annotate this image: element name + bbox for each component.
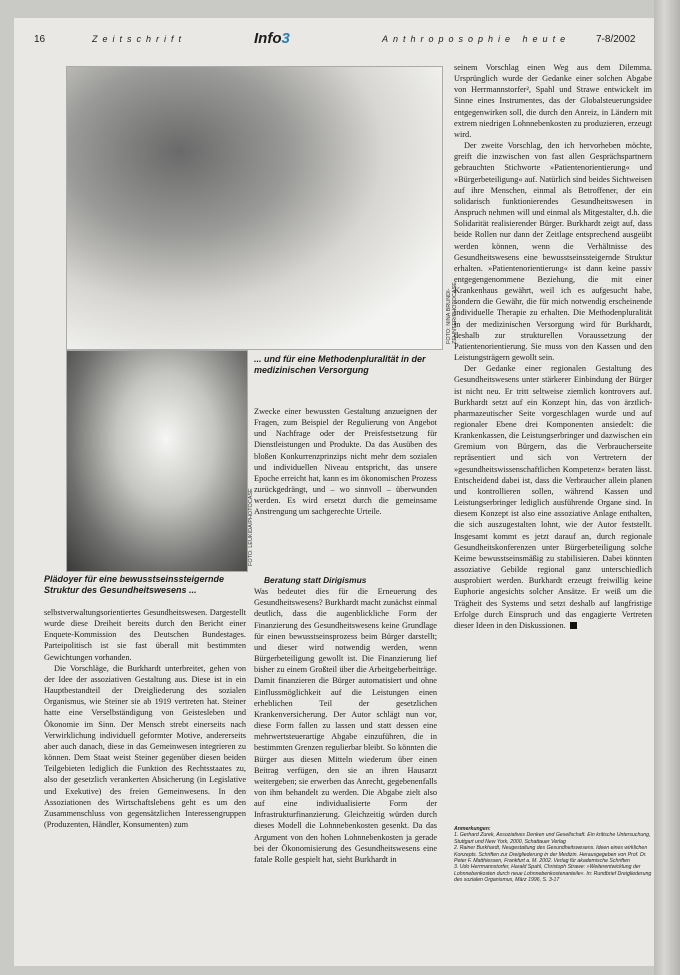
paragraph-text: Der Gedanke einer regionalen Gestaltung des Gesundheitswesens unter stärkerer Einbindung der Bürger ist nicht neu. Er tritt seltweise ziemlich kontrovers auf. Burkhardt setzt auf ein Konzept hin, das von ärztlich-pharmazeutischer Seite vorgeschlagen wurde und auf regionaler Ebene drei Komponenten ansiedelt: die Krankenkassen, die Leistungserbringer und dazwischen ein Gremium von Bürgern, das die Verbraucherseite repräsentiert und sich von Vertretern der »gesundheitswissenschaftlichen Kompetenz« beraten lässt. Entscheidend dabei ist, dass die Verbraucher allein planen und kontrollieren sollen, während Kassen und Leistungserbringer lediglich ausführende Organe sind. In diesem Konzept ist also eine assoziative Anlage enthalten, die sich auszugestalten lohnt, wie der Autor feststellt. Insgesamt kommt es jetzt darauf an, durch regionale Gesundheitskonferenzen unter Bürgerbeteiligung solche Keime bewusstseinsmäßig zu stabilisieren. Dabei könnten assoziative Gebilde regional ganz unterschiedlich ausprobiert werden. Burkhardt erzeugt freiwillig keine Euphorie angesichts solcher Ansätze. Er weiß um die Trägheit des Systems und setzt deshalb auf langfristige Erfolge durch Einspruch und das engagierte Vertreten dieser Ideen in den Diskussionen.: [454, 364, 652, 630]
footnote-item: 3. Udo Herrmannstorfer, Harald Spahl, Christoph Strawe: »Weiterentwicklung der Lohnnebenkosten durch neue Lohnnebenkostenanteile«. In: Rundbrief Dreigliederung des sozialen Organismus, März 1996, S. 3-17: [454, 864, 652, 884]
page-number: 16: [34, 34, 46, 45]
pull-quote-caption: ... und für eine Methodenpluralität in der medizinischen Versorgung: [254, 354, 426, 375]
paragraph: seinem Vorschlag einen Weg aus dem Dilemma. Ursprünglich wurde der Gedanke einer solchen Abgabe von Herrmannstorfer², Spahl und Strawe entwickelt im Sinne eines Instrumentes, das der Globalsteuerungsidee entgegenwirken soll, die durch den Anreiz, in Ländern mit extrem niedrigen Lohnnebenkosten zu produzieren, erzeugt wird.: [454, 63, 652, 139]
running-header: [14, 32, 654, 52]
paragraph: Was bedeutet dies für die Erneuerung des Gesundheitswesens? Burkhardt macht zunächst einmal deutlich, dass die augenblickliche Form der Finanzierung des Gesundheitswesens keine Grundlage für einen bewusstseinsprozess beim Bürger darstellt; und dieser wird notwendig werden, wenn Bürgerbeteiligung gewollt ist. Die Finanzierung lief bisher zu einem Großteil über die Arbeitgeberbeiträge. Damit finanzieren die Bürger automatisiert und ohne Einflussmöglichkeit auf die Leistungen einen erheblichen Teil der gesetzlichen Krankenversicherung. Der Autor schlägt nun vor, diese Form fallen zu lassen und statt dessen eine mehrwertsteuerartige Abgabe einzuführen, die in bestimmten Grenzen regulierbar bleibt. So könnten die Bürger aus diesen Mitteln wiederum über einen Beitrag verfügen, den sie an ihren Hausarzt weitergeben; sie erwerben das Anrecht, gegebenenfalls von ihm behandelt zu werden. Die Abgabe zielt also auf eine individualisierte Form der Infrastrukturfinanzierung. Gleichzeitig würden durch dieses Modell die Lohnnebenkosten gesenkt. Da das Argument von den hohen Lohnnebenkosten ja gerade bei der Ökonomisierung des Gesundheitswesens eine fatale Rolle gespielt hat, sieht Burkhardt in: [254, 587, 437, 864]
journal-page: [14, 18, 654, 966]
journal-label: Zeitschrift: [92, 34, 187, 44]
series-label: Anthroposophie heute: [382, 34, 571, 44]
paragraph: [454, 363, 652, 631]
paragraph: Der zweite Vorschlag, den ich hervorheben möchte, greift die inzwischen von fast allen Gesprächspartnern gebrauchten Stichworte »Patientenorientierung« und »Bürgerbeteiligung« auf. Natürlich sind beides Sichtweisen auf ihre Menschen, einmal als Betroffener, der ein solidarisch funktionierendes Gesundheitswesen in Anspruch nehmen will und einmal als Mitgestalter, d.h. die Solidarität realisierender Bürger. Burkhardt zeigt auf, dass beide Rollen nur dann der Zeitlage entsprechend ausgeübt werden können, wenn die Verhältnisse des Gesundheitswesens eine bewusstseinssteigernde Struktur erhalten. »Patientenorientierung« ist dann keine passiv entgegengenommene Beziehung, die mit einer Krankenhaus gewährt, weil ich es aufgesucht habe, sondern die Gewähr, die für mich notwendig erscheinende individuelle Therapie zu erhalten. Die Methodenpluralität in der medizinischen Versorgung wird für Burkhardt, deshalb zur strukturellen Voraussetzung der Patientenorientierung. Sie muss von den Kassen und den Leistungsträgern gewollt sein.: [454, 141, 652, 363]
paragraph: Die Vorschläge, die Burkhardt unterbreitet, gehen von der Idee der assoziativen Gestaltung aus. Diese ist in ein Hauptbestandteil der Dreigliederung des sozialen Organismus, wie Steiner sie ab 1919 vertreten hat. Steiner hatte eine Verselbständigung von Geistesleben und Ökonomie im Sinn. Der Mensch strebt einerseits nach Verwirklichung individuell geformter Motive, andererseits aber auch danach, diese in das Gemeinwesen integrieren zu können. Dem Staat weist Steiner gegenüber diesen beiden Teilgebieten lediglich die Funktion des Rechtsstaates zu, also der gesetzlich verankerten Absicherung (in Legislative und Exekutive) des freien Gemeinwesens. In den Assoziationen des Wirtschaftslebens geht es um den Zusammenschluss von gegensätzlichen Interessengruppen (Produzenten, Händler, Konsumenten) zum: [44, 663, 246, 829]
footnotes-heading: Anmerkungen:: [454, 826, 491, 832]
photo-elderly-person: [66, 350, 248, 572]
end-mark-icon: [570, 622, 577, 629]
next-page-edge: [654, 0, 680, 975]
photo2-credit: FOTO: LEUKIDA/PHOTOCASE: [248, 488, 254, 566]
issue-number: 7-8/2002: [596, 34, 636, 45]
photo1-credit: FOTO: NINA BRUNDI-ZEHNTER/PHOTOCASE: [446, 282, 458, 344]
logo-word: Info: [254, 30, 282, 47]
info3-logo: [254, 30, 290, 47]
footnote-item: 2. Rainer Burkhardt, Neugestaltung des Gesundheitswesens. Ideen eines wirklichen Konzepts. Schriften zur Dreigliederung in der Medizin. Herausgegeben von Prof. Dr. Peter F. Matthiessen, Frankfurt a. M. 2002. Verlag für akademische Schriften: [454, 845, 648, 865]
footnote-item: 1. Gerhard Zurek, Assoziatives Denken und Gesellschaft. Ein kritische Untersuchung, Stuttgart und New York, 2000, Schattauer Verlag: [454, 832, 651, 845]
middle-column-top: [254, 406, 437, 569]
logo-digit: 3: [281, 30, 290, 47]
left-caption: Plädoyer für eine bewusstseinssteigernde Struktur des Gesundheitswesens ...: [44, 574, 225, 595]
subheading: Beratung statt Dirigismus: [264, 575, 367, 585]
right-column: [454, 62, 652, 822]
paragraph: selbstverwaltungsorientiertes Gesundheitswesen. Dargestellt wurde diese Dreiheit bereits durch den Bericht einer Enquete-Kommission des Deutschen Bundestages. Parteipolitisch ist sie fast überall mit bestimmten Gewichtungen vorhanden.: [44, 608, 246, 662]
photo-hands-on-shoulder: [66, 66, 443, 350]
middle-column-bottom: [254, 575, 437, 955]
left-column: [44, 607, 246, 957]
paragraph: Zwecke einer bewussten Gestaltung anzueignen der Fragen, zum Beispiel der Regulierung von Angebot und Nachfrage oder der Preisfestsetzung für Dienstleistungen und Produkte. Da das Ausüben des bloßen Konkurrenzprinzips nicht mehr dem sozialen und individuellen Niveau entspricht, das unsere Epoche erreicht hat, kann es im ökonomischen Prozess zurückgedrängt, und – wo sinnvoll – überwunden werden. Es wird ersetzt durch die gemeinsame Anstrengung um sachgerechte Urteile.: [254, 407, 437, 517]
footnotes: [454, 826, 652, 884]
